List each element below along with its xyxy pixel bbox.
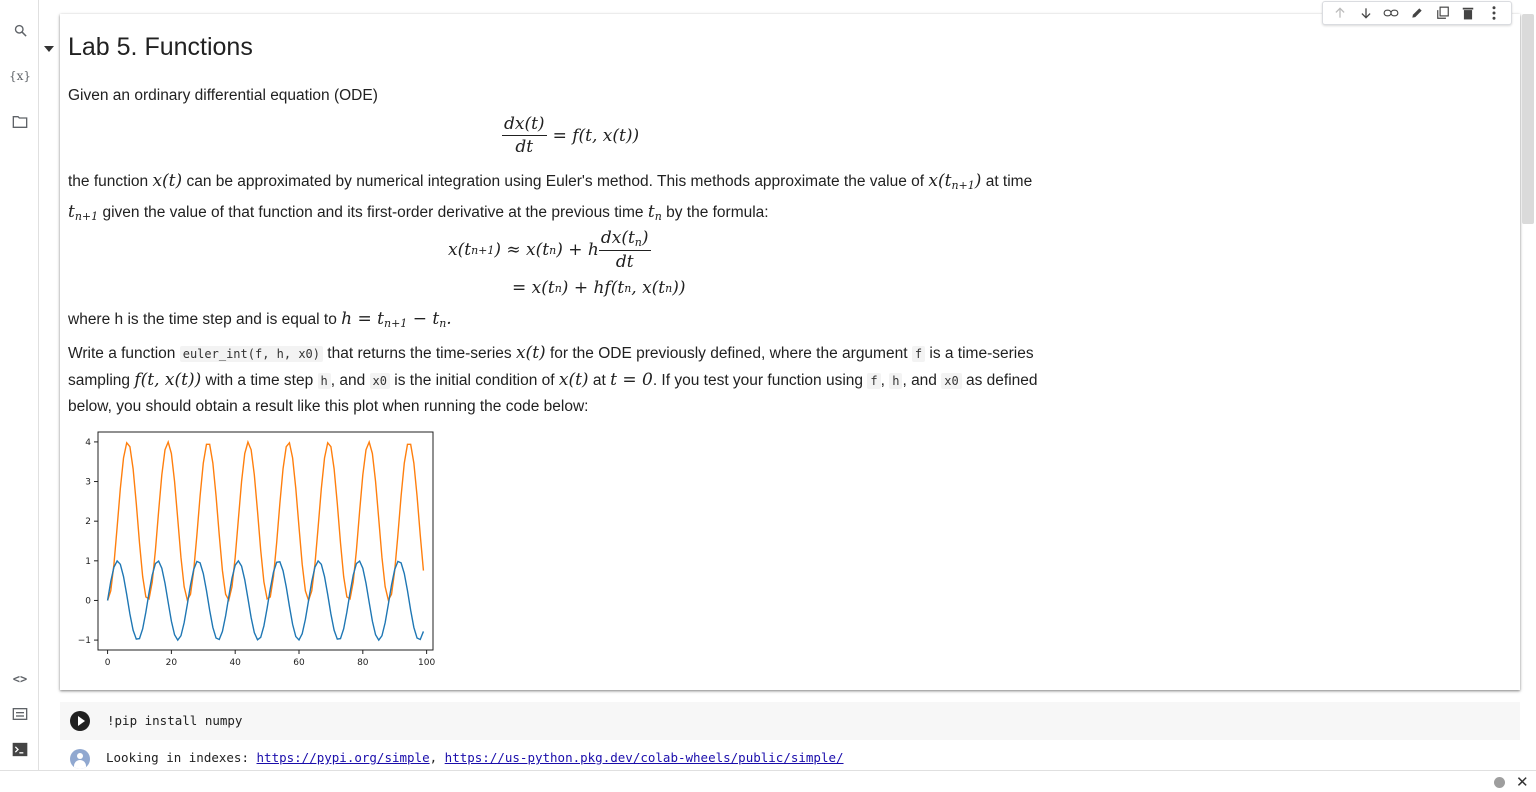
text-span: given the value of that function and its first-order derivative at the previous time bbox=[98, 204, 648, 221]
y-tick-label: −1 bbox=[78, 636, 91, 647]
status-bar bbox=[0, 770, 1536, 792]
text-span: as defined bbox=[961, 372, 1038, 389]
euler-equation-line1 bbox=[448, 228, 651, 272]
y-tick-label: 1 bbox=[85, 556, 91, 567]
code-cell[interactable] bbox=[60, 702, 1520, 740]
math-part: , x(t bbox=[631, 278, 666, 298]
cell-toolbar bbox=[1322, 1, 1512, 25]
ode-numerator: dx(t) bbox=[504, 114, 545, 134]
output-avatar-icon bbox=[70, 749, 90, 769]
keyboard-icon[interactable] bbox=[8, 702, 32, 726]
intro-paragraph: Given an ordinary differential equation (ODE) bbox=[68, 87, 378, 104]
y-tick-label: 4 bbox=[85, 437, 91, 448]
y-tick-label: 3 bbox=[85, 477, 91, 488]
link-icon[interactable] bbox=[1382, 4, 1400, 22]
delete-icon[interactable] bbox=[1459, 4, 1477, 22]
math-part: dx(t bbox=[600, 228, 635, 248]
text-span: . If you test your function using bbox=[652, 372, 868, 389]
text-span: can be approximated by numerical integration using Euler's method. This methods approximate the value of bbox=[182, 173, 929, 190]
inline-code: x0 bbox=[370, 373, 390, 389]
pypi-link[interactable]: https://pypi.org/simple bbox=[256, 750, 430, 765]
math-tn bbox=[648, 202, 662, 222]
x-tick-label: 100 bbox=[418, 658, 436, 668]
math-part: h = t bbox=[341, 309, 384, 329]
math-part: − t bbox=[407, 309, 440, 329]
search-icon[interactable] bbox=[8, 18, 32, 42]
text-span: Write a function bbox=[68, 345, 180, 362]
close-status-icon[interactable]: ✕ bbox=[1516, 774, 1529, 791]
output-text: Looking in indexes: bbox=[106, 750, 257, 765]
ode-rhs: = f(t, x(t)) bbox=[552, 125, 640, 146]
inline-code: x0 bbox=[941, 373, 961, 389]
math-subscript: n bbox=[554, 281, 562, 295]
collapse-section-caret-icon[interactable] bbox=[44, 46, 54, 52]
text-span: by the formula: bbox=[661, 204, 769, 221]
math-part: t bbox=[68, 202, 75, 222]
math-subscript: n bbox=[634, 236, 642, 249]
edit-icon[interactable] bbox=[1408, 4, 1426, 22]
inline-code: f bbox=[912, 346, 925, 362]
code-snippets-icon[interactable]: <> bbox=[12, 672, 28, 686]
text-span: is the initial condition of bbox=[390, 372, 559, 389]
inline-code: f bbox=[867, 373, 880, 389]
more-vert-icon[interactable] bbox=[1485, 4, 1503, 22]
move-cell-up-icon[interactable] bbox=[1331, 4, 1349, 22]
text-span: at time bbox=[981, 173, 1033, 190]
math-part: x(t bbox=[448, 240, 472, 260]
text-span: the function bbox=[68, 173, 153, 190]
euler-numerator bbox=[599, 228, 651, 251]
x-tick-label: 60 bbox=[293, 658, 305, 668]
math-subscript: n+1 bbox=[383, 317, 408, 330]
text-span: is a time-series bbox=[925, 345, 1034, 362]
math-t-zero: t = 0 bbox=[610, 370, 653, 390]
status-indicator-icon bbox=[1494, 777, 1505, 788]
ode-fraction bbox=[502, 114, 547, 157]
terminal-icon[interactable] bbox=[8, 737, 32, 761]
math-x-tn1 bbox=[928, 171, 981, 191]
math-subscript: n bbox=[624, 281, 632, 295]
text-span: for the ODE previously defined, where the argument bbox=[545, 345, 912, 362]
ode-denominator: dt bbox=[515, 137, 534, 157]
math-subscript: n bbox=[439, 317, 447, 330]
euler-equation-line2 bbox=[512, 278, 686, 298]
output-text: , bbox=[429, 750, 445, 765]
left-sidebar bbox=[0, 0, 39, 770]
math-tn1 bbox=[68, 202, 98, 222]
text-span: that returns the time-series bbox=[323, 345, 516, 362]
euler-result-plot bbox=[78, 428, 438, 673]
run-cell-button[interactable] bbox=[70, 711, 90, 731]
inline-code: euler_int(f, h, x0) bbox=[180, 346, 323, 362]
text-span: with a time step bbox=[201, 372, 318, 389]
math-part: = x(t bbox=[512, 278, 555, 298]
x-tick-label: 80 bbox=[357, 658, 369, 668]
math-x-t: x(t) bbox=[558, 370, 589, 390]
math-part: ) ≈ x(t bbox=[494, 240, 550, 260]
colab-wheels-link[interactable]: https://us-python.pkg.dev/colab-wheels/public/simple/ bbox=[444, 750, 844, 765]
timestep-paragraph bbox=[68, 306, 1098, 337]
euler-denominator: dt bbox=[615, 252, 634, 272]
inline-code: h bbox=[318, 373, 331, 389]
mirror-cell-icon[interactable] bbox=[1434, 4, 1452, 22]
section-title: Lab 5. Functions bbox=[68, 33, 253, 61]
code-source[interactable]: !pip install numpy bbox=[107, 713, 243, 728]
math-part: ) bbox=[641, 228, 649, 248]
euler-paragraph bbox=[68, 168, 1098, 230]
math-f-t-x: f(t, x(t)) bbox=[134, 370, 202, 390]
math-part: t bbox=[647, 202, 655, 222]
text-span: , and bbox=[330, 372, 370, 389]
math-subscript: n+1 bbox=[951, 179, 975, 192]
math-part: ) + h bbox=[556, 240, 599, 260]
text-span: below, you should obtain a result like this plot when running the code below: bbox=[68, 398, 589, 415]
task-paragraph bbox=[68, 340, 1098, 420]
text-span: sampling bbox=[68, 372, 135, 389]
y-tick-label: 0 bbox=[85, 596, 91, 607]
math-part: ) + hf(t bbox=[561, 278, 625, 298]
text-span: , and bbox=[902, 372, 942, 389]
text-span: where h is the time step and is equal to bbox=[68, 311, 342, 328]
text-span: , bbox=[880, 372, 890, 389]
vertical-scrollbar[interactable] bbox=[1522, 14, 1534, 224]
ode-equation bbox=[502, 114, 639, 157]
math-h-eq bbox=[341, 309, 452, 329]
variables-icon[interactable]: {x} bbox=[8, 69, 32, 83]
math-subscript: n bbox=[654, 210, 662, 223]
math-part: . bbox=[446, 309, 452, 329]
y-tick-label: 2 bbox=[85, 517, 91, 528]
math-subscript: n bbox=[665, 281, 673, 295]
x-tick-label: 0 bbox=[104, 658, 111, 668]
math-x-t: x(t) bbox=[515, 343, 546, 363]
x-tick-label: 20 bbox=[165, 658, 178, 668]
x-tick-label: 40 bbox=[229, 658, 241, 668]
cell-output bbox=[106, 750, 844, 765]
math-part: )) bbox=[672, 278, 686, 298]
math-subscript: n bbox=[549, 243, 557, 257]
math-subscript: n+1 bbox=[471, 243, 495, 257]
inline-code: h bbox=[889, 373, 902, 389]
euler-fraction bbox=[599, 228, 651, 272]
math-subscript: n+1 bbox=[74, 210, 99, 223]
math-x-t: x(t) bbox=[152, 171, 183, 191]
math-part: x(t bbox=[928, 171, 952, 191]
text-span: at bbox=[588, 372, 611, 389]
folder-icon[interactable] bbox=[8, 110, 32, 134]
move-cell-down-icon[interactable] bbox=[1357, 4, 1375, 22]
math-part: ) bbox=[974, 171, 982, 191]
